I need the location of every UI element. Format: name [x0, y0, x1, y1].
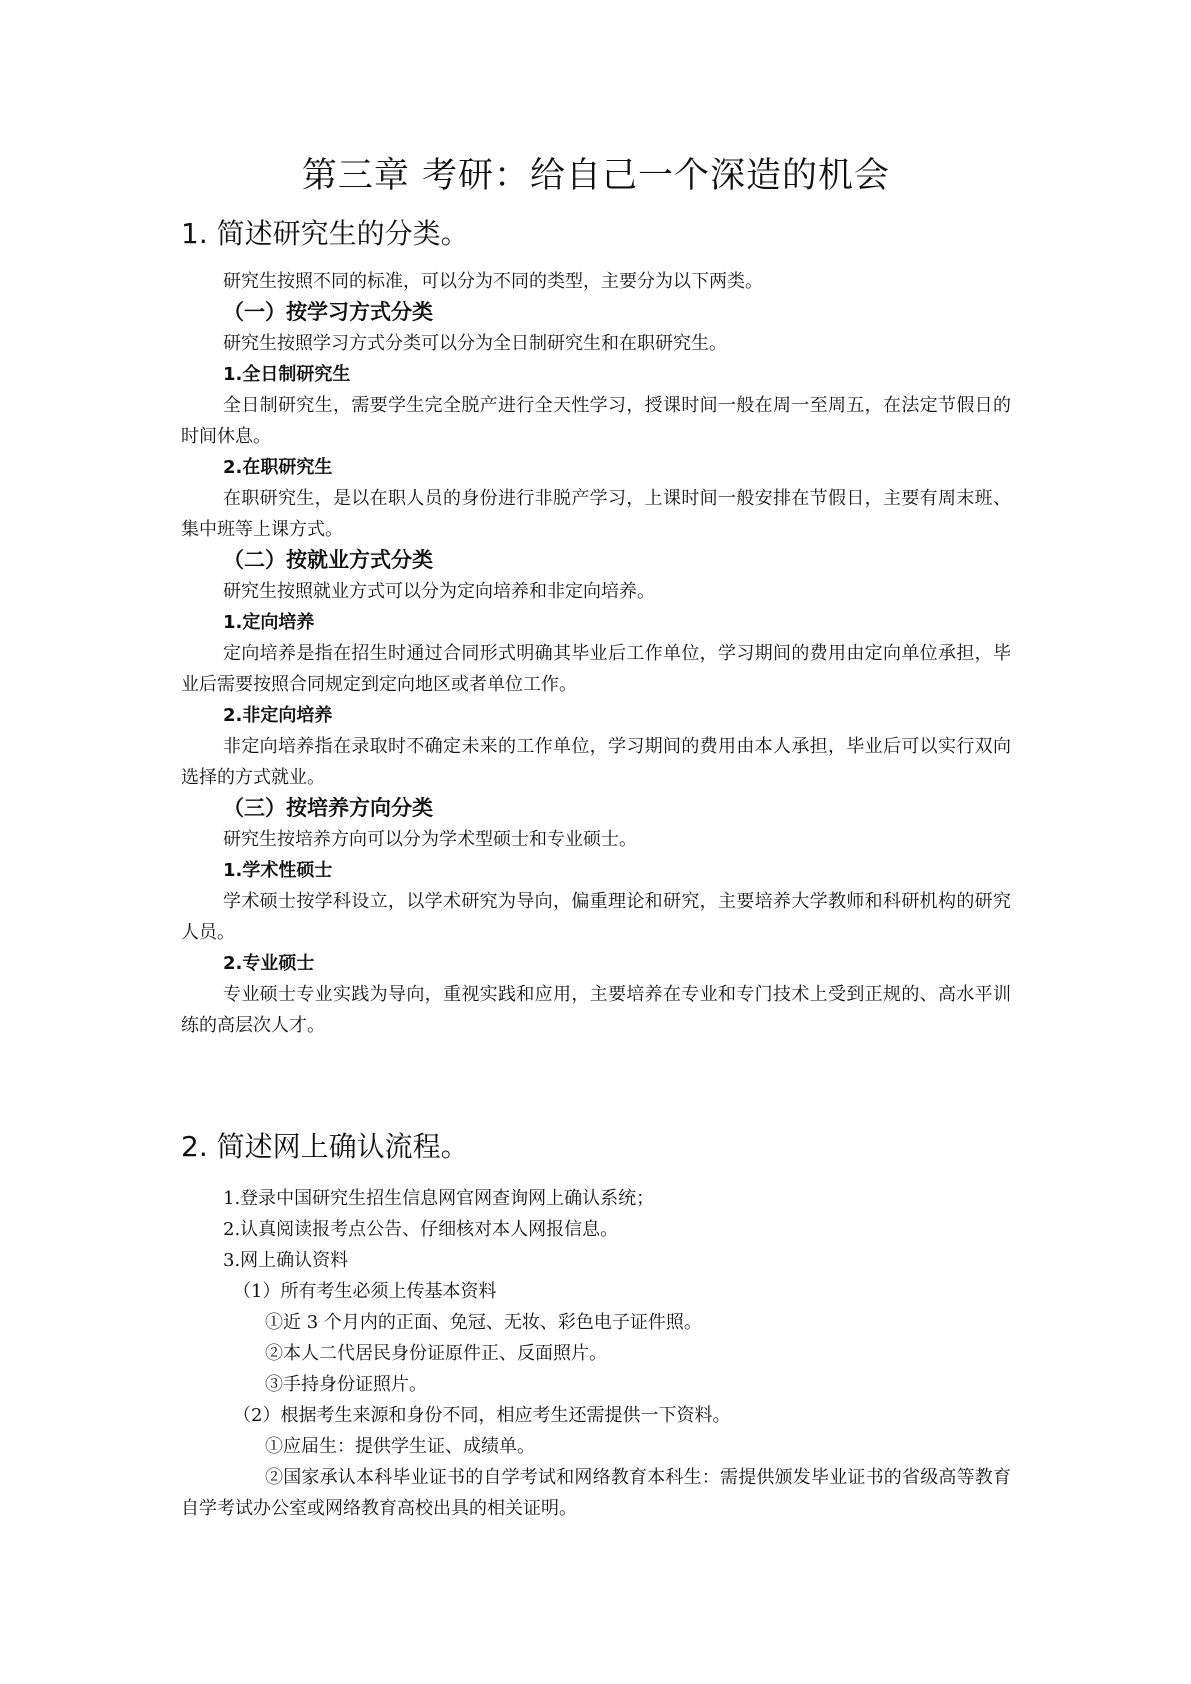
group-1-item-2-body: 在职研究生，是以在职人员的身份进行非脱产学习，上课时间一般安排在节假日，主要有周末班、集中班等上课方式。 — [181, 488, 1011, 540]
group-2-item-2-body: 非定向培养指在录取时不确定未来的工作单位，学习期间的费用由本人承担，毕业后可以实行双向选择的方式就业。 — [181, 736, 1011, 788]
sub-2-label: （2）根据考生来源和身份不同，相应考生还需提供一下资料。 — [233, 1405, 731, 1426]
sub-1-label: （1）所有考生必须上传基本资料 — [233, 1281, 497, 1302]
group-3-item-1-body: 学术硕士按学科设立，以学术研究为导向，偏重理论和研究，主要培养大学教师和科研机构的研究人员。 — [181, 891, 1011, 943]
sub-1-item-3: ③手持身份证照片。 — [265, 1374, 427, 1395]
group-3-intro: 研究生按培养方向可以分为学术型硕士和专业硕士。 — [223, 829, 637, 850]
step-2: 2.认真阅读报考点公告、仔细核对本人网报信息。 — [223, 1219, 619, 1240]
sub-1-item-1: ①近 3 个月内的正面、免冠、无妆、彩色电子证件照。 — [265, 1312, 702, 1333]
step-1: 1.登录中国研究生招生信息网官网查询网上确认系统； — [223, 1188, 655, 1209]
chapter-title: 第三章 考研：给自己一个深造的机会 — [301, 156, 891, 196]
group-2-heading: （二）按就业方式分类 — [223, 548, 433, 572]
section-1-intro: 研究生按照不同的标准，可以分为不同的类型，主要分为以下两类。 — [223, 271, 763, 292]
section-1-heading: 1. 简述研究生的分类。 — [181, 217, 469, 250]
group-3-item-2-body: 专业硕士专业实践为导向，重视实践和应用，主要培养在专业和专门技术上受到正规的、高水平训练的高层次人才。 — [181, 984, 1011, 1036]
group-1-intro: 研究生按照学习方式分类可以分为全日制研究生和在职研究生。 — [223, 333, 727, 354]
group-3-heading: （三）按培养方向分类 — [223, 796, 433, 820]
sub-1-item-2: ②本人二代居民身份证原件正、反面照片。 — [265, 1343, 607, 1364]
sub-2-item-2: ②国家承认本科毕业证书的自学考试和网络教育本科生：需提供颁发毕业证书的省级高等教育自学考试办公室或网络教育高校出具的相关证明。 — [181, 1467, 1011, 1519]
group-1-heading: （一）按学习方式分类 — [223, 300, 433, 324]
section-2-heading: 2. 简述网上确认流程。 — [181, 1130, 469, 1163]
group-1-item-2-title: 2.在职研究生 — [223, 457, 333, 478]
group-3-item-2-title: 2.专业硕士 — [223, 953, 315, 974]
step-3: 3.网上确认资料 — [223, 1250, 349, 1271]
group-3-item-1-title: 1.学术性硕士 — [223, 860, 333, 881]
group-1-item-1-body: 全日制研究生，需要学生完全脱产进行全天性学习，授课时间一般在周一至周五，在法定节假日的时间休息。 — [181, 395, 1011, 447]
page-content — [181, 150, 1011, 1524]
group-1-item-1-title: 1.全日制研究生 — [223, 364, 351, 385]
group-2-item-1-title: 1.定向培养 — [223, 612, 315, 633]
group-2-item-1-body: 定向培养是指在招生时通过合同形式明确其毕业后工作单位，学习期间的费用由定向单位承担，毕业后需要按照合同规定到定向地区或者单位工作。 — [181, 643, 1011, 695]
sub-2-item-1: ①应届生：提供学生证、成绩单。 — [265, 1436, 535, 1457]
group-2-item-2-title: 2.非定向培养 — [223, 705, 333, 726]
group-2-intro: 研究生按照就业方式可以分为定向培养和非定向培养。 — [223, 581, 655, 602]
